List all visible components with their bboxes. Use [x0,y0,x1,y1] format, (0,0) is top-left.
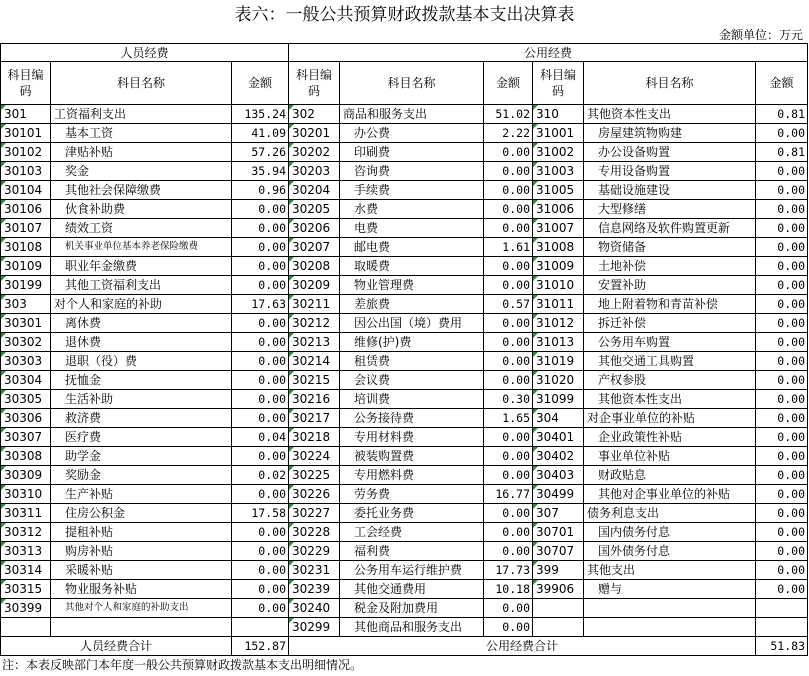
subject-code: 31007 [533,219,584,238]
subject-code: 31005 [533,181,584,200]
subject-name: 土地补偿 [584,257,756,276]
subject-name: 福利费 [340,542,484,561]
subject-code: 310 [533,105,584,124]
subject-code: 30108 [0,238,51,257]
subject-code: 30216 [289,390,340,409]
subject-code: 30303 [0,352,51,371]
subject-name: 基础设施建设 [584,181,756,200]
subject-amount: 0.00 [756,409,808,428]
subject-name: 离休费 [51,314,232,333]
subject-amount: 0.00 [484,428,533,447]
subject-code: 30207 [289,238,340,257]
subject-code: 30109 [0,257,51,276]
subject-name: 购房补贴 [51,542,232,561]
column-header-code: 科目编码 [0,62,51,105]
subject-code: 30229 [289,542,340,561]
personnel-total-amount: 152.87 [232,637,289,656]
subject-code [0,618,51,637]
subject-amount: 0.00 [232,219,289,238]
subject-code: 30101 [0,124,51,143]
subject-name: 房屋建筑物购建 [584,124,756,143]
subject-code: 30399 [0,599,51,618]
subject-amount: 10.18 [484,580,533,599]
subject-amount: 0.00 [232,333,289,352]
subject-code: 307 [533,504,584,523]
subject-name: 物业服务补贴 [51,580,232,599]
subject-code: 30213 [289,333,340,352]
subject-amount [232,618,289,637]
subject-amount: 0.00 [232,561,289,580]
subject-amount: 0.00 [756,542,808,561]
subject-amount: 0.04 [232,428,289,447]
subject-amount: 0.00 [484,599,533,618]
subject-amount: 0.00 [756,428,808,447]
subject-name: 对企事业单位的补贴 [584,409,756,428]
subject-amount: 35.94 [232,162,289,181]
subject-name: 印刷费 [340,143,484,162]
subject-code: 30107 [0,219,51,238]
subject-code: 31006 [533,200,584,219]
subject-code: 30305 [0,390,51,409]
subject-code: 31013 [533,333,584,352]
subject-name: 其他对企事业单位的补贴 [584,485,756,504]
subject-name: 其他交通费用 [340,580,484,599]
subject-amount: 0.00 [756,314,808,333]
subject-code: 39906 [533,580,584,599]
subject-name: 伙食补助费 [51,200,232,219]
subject-code: 30205 [289,200,340,219]
subject-amount: 17.63 [232,295,289,314]
subject-amount: 0.96 [232,181,289,200]
subject-code: 30308 [0,447,51,466]
subject-code: 30314 [0,561,51,580]
subject-amount: 0.00 [232,447,289,466]
subject-name: 提租补贴 [51,523,232,542]
subject-name: 地上附着物和青苗补偿 [584,295,756,314]
subject-code: 30106 [0,200,51,219]
subject-code: 30309 [0,466,51,485]
subject-name: 其他资本性支出 [584,105,756,124]
subject-amount: 0.00 [484,466,533,485]
subject-code: 31011 [533,295,584,314]
subject-name: 奖金 [51,162,232,181]
subject-amount: 0.00 [756,466,808,485]
subject-name: 对个人和家庭的补助 [51,295,232,314]
subject-amount: 0.00 [756,333,808,352]
subject-name: 绩效工资 [51,219,232,238]
subject-code: 30202 [289,143,340,162]
subject-code: 30307 [0,428,51,447]
subject-amount: 0.00 [756,371,808,390]
subject-name: 财政贴息 [584,466,756,485]
subject-code: 399 [533,561,584,580]
subject-code: 30104 [0,181,51,200]
subject-code: 30311 [0,504,51,523]
subject-amount: 0.00 [232,580,289,599]
subject-amount: 17.58 [232,504,289,523]
subject-code: 30218 [289,428,340,447]
subject-code: 30310 [0,485,51,504]
subject-code: 30240 [289,599,340,618]
subject-amount: 0.00 [756,390,808,409]
subject-amount: 0.00 [232,352,289,371]
subject-name: 维修(护)费 [340,333,484,352]
subject-amount: 41.09 [232,124,289,143]
subject-amount: 2.22 [484,124,533,143]
personnel-total-label: 人员经费合计 [0,637,232,656]
subject-name: 劳务费 [340,485,484,504]
subject-amount: 0.00 [484,542,533,561]
subject-name: 公务用车运行维护费 [340,561,484,580]
subject-code: 30299 [289,618,340,637]
subject-code: 301 [0,105,51,124]
subject-name: 办公费 [340,124,484,143]
subject-name: 安置补助 [584,276,756,295]
subject-amount: 0.00 [756,352,808,371]
subject-code [533,599,584,618]
subject-amount: 0.00 [484,162,533,181]
subject-amount [756,618,808,637]
subject-amount: 0.00 [756,219,808,238]
subject-name: 其他资本性支出 [584,390,756,409]
subject-code: 31099 [533,390,584,409]
subject-amount: 0.00 [756,485,808,504]
subject-code: 31008 [533,238,584,257]
subject-amount: 0.00 [756,238,808,257]
subject-code: 31002 [533,143,584,162]
subject-name: 救济费 [51,409,232,428]
subject-code: 30239 [289,580,340,599]
subject-name: 水费 [340,200,484,219]
subject-name: 机关事业单位基本养老保险缴费 [51,238,232,257]
subject-amount: 0.00 [484,618,533,637]
subject-amount: 0.00 [484,447,533,466]
subject-name: 生活补助 [51,390,232,409]
subject-amount: 0.00 [756,162,808,181]
subject-amount: 1.65 [484,409,533,428]
subject-amount: 0.00 [484,314,533,333]
subject-code: 30208 [289,257,340,276]
subject-amount: 0.00 [232,276,289,295]
subject-amount: 17.73 [484,561,533,580]
subject-amount: 0.00 [484,371,533,390]
subject-name: 其他交通工具购置 [584,352,756,371]
subject-amount: 0.00 [484,219,533,238]
group-header-personnel: 人员经费 [0,43,289,62]
subject-amount: 0.00 [756,561,808,580]
subject-name: 拆迁补偿 [584,314,756,333]
subject-code: 30199 [0,276,51,295]
subject-amount: 0.00 [484,504,533,523]
subject-code: 30224 [289,447,340,466]
column-header-amount: 金额 [484,62,533,105]
subject-amount: 0.00 [756,523,808,542]
subject-name: 培训费 [340,390,484,409]
subject-code: 30312 [0,523,51,542]
subject-amount: 0.57 [484,295,533,314]
subject-code: 30402 [533,447,584,466]
subject-code: 303 [0,295,51,314]
subject-name: 物资储备 [584,238,756,257]
subject-amount: 0.00 [232,371,289,390]
subject-name: 专用设备购置 [584,162,756,181]
subject-name: 物业管理费 [340,276,484,295]
subject-amount: 51.02 [484,105,533,124]
subject-name: 其他对个人和家庭的补助支出 [51,599,232,618]
subject-amount: 0.00 [756,295,808,314]
subject-name: 助学金 [51,447,232,466]
subject-amount: 0.00 [232,523,289,542]
subject-name: 取暖费 [340,257,484,276]
subject-amount: 0.30 [484,390,533,409]
subject-name: 职业年金缴费 [51,257,232,276]
subject-name: 邮电费 [340,238,484,257]
column-header-amount: 金额 [232,62,289,105]
column-header-name: 科目名称 [584,62,756,105]
subject-code: 31001 [533,124,584,143]
subject-code: 30226 [289,485,340,504]
subject-amount: 0.00 [484,257,533,276]
subject-name: 抚恤金 [51,371,232,390]
table-title: 表六：一般公共预算财政拨款基本支出决算表 [234,5,575,25]
subject-name: 国内债务付息 [584,523,756,542]
subject-code: 31010 [533,276,584,295]
subject-amount: 0.00 [484,181,533,200]
subject-amount: 0.00 [756,181,808,200]
subject-name: 被装购置费 [340,447,484,466]
subject-name: 其他工资福利支出 [51,276,232,295]
subject-code: 30707 [533,542,584,561]
subject-amount: 0.02 [232,466,289,485]
subject-amount: 0.00 [232,257,289,276]
subject-code: 30102 [0,143,51,162]
subject-name [584,618,756,637]
subject-name [51,618,232,637]
subject-name: 企业政策性补贴 [584,428,756,447]
subject-name: 因公出国（境）费用 [340,314,484,333]
subject-code: 30201 [289,124,340,143]
subject-amount: 1.61 [484,238,533,257]
subject-name: 手续费 [340,181,484,200]
subject-amount: 0.00 [484,523,533,542]
subject-name: 公务接待费 [340,409,484,428]
column-header-code: 科目编码 [289,62,340,105]
subject-name: 委托业务费 [340,504,484,523]
subject-code: 31003 [533,162,584,181]
subject-name: 工资福利支出 [51,105,232,124]
column-header-code: 科目编码 [533,62,584,105]
subject-name: 税金及附加费用 [340,599,484,618]
subject-name: 差旅费 [340,295,484,314]
table-note: 注：本表反映部门本年度一般公共预算财政拨款基本支出明细情况。 [2,658,363,672]
subject-name: 退职（役）费 [51,352,232,371]
subject-name: 其他支出 [584,561,756,580]
subject-name: 国外债务付息 [584,542,756,561]
subject-name: 大型修缮 [584,200,756,219]
subject-name: 医疗费 [51,428,232,447]
subject-amount: 0.00 [484,143,533,162]
subject-name: 其他商品和服务支出 [340,618,484,637]
subject-code: 30315 [0,580,51,599]
subject-amount: 0.00 [232,599,289,618]
public-total-label: 公用经费合计 [289,637,756,656]
subject-name: 采暖补贴 [51,561,232,580]
subject-code: 30306 [0,409,51,428]
subject-amount: 0.00 [756,276,808,295]
subject-amount: 0.00 [232,485,289,504]
subject-amount: 0.00 [756,257,808,276]
subject-name: 赠与 [584,580,756,599]
subject-amount: 0.00 [756,200,808,219]
subject-code: 30301 [0,314,51,333]
subject-name: 债务利息支出 [584,504,756,523]
subject-amount: 0.00 [756,504,808,523]
subject-amount: 135.24 [232,105,289,124]
subject-code: 31019 [533,352,584,371]
subject-name: 产权参股 [584,371,756,390]
subject-code: 31020 [533,371,584,390]
subject-amount: 57.26 [232,143,289,162]
column-header-amount: 金额 [756,62,808,105]
subject-amount: 0.81 [756,143,808,162]
subject-code: 30304 [0,371,51,390]
subject-code: 30701 [533,523,584,542]
subject-amount: 16.77 [484,485,533,504]
subject-code: 30215 [289,371,340,390]
subject-code: 31012 [533,314,584,333]
subject-code: 30313 [0,542,51,561]
subject-name: 电费 [340,219,484,238]
subject-code: 30103 [0,162,51,181]
subject-name: 租赁费 [340,352,484,371]
group-header-public: 公用经费 [289,43,808,62]
subject-code: 30499 [533,485,584,504]
subject-amount: 0.00 [232,390,289,409]
subject-code: 30225 [289,466,340,485]
subject-code: 30231 [289,561,340,580]
subject-name: 专用材料费 [340,428,484,447]
subject-name: 商品和服务支出 [340,105,484,124]
subject-name: 基本工资 [51,124,232,143]
subject-code [533,618,584,637]
subject-code: 30227 [289,504,340,523]
subject-name: 退休费 [51,333,232,352]
subject-name: 办公设备购置 [584,143,756,162]
subject-name: 信息网络及软件购置更新 [584,219,756,238]
amount-unit: 金额单位：万元 [718,28,803,42]
subject-amount: 0.81 [756,105,808,124]
subject-code: 30206 [289,219,340,238]
subject-amount [756,599,808,618]
subject-name: 奖励金 [51,466,232,485]
column-header-name: 科目名称 [51,62,232,105]
column-header-name: 科目名称 [340,62,484,105]
subject-name: 会议费 [340,371,484,390]
subject-name: 公务用车购置 [584,333,756,352]
subject-amount: 0.00 [484,200,533,219]
subject-code: 30228 [289,523,340,542]
expenditure-table [0,43,808,655]
subject-name: 咨询费 [340,162,484,181]
subject-code: 302 [289,105,340,124]
subject-code: 30212 [289,314,340,333]
subject-amount: 0.00 [756,447,808,466]
subject-name: 津贴补贴 [51,143,232,162]
subject-name: 事业单位补贴 [584,447,756,466]
subject-name: 生产补贴 [51,485,232,504]
subject-code: 30203 [289,162,340,181]
subject-amount: 0.00 [232,238,289,257]
subject-amount: 0.00 [232,200,289,219]
subject-name: 工会经费 [340,523,484,542]
subject-name: 住房公积金 [51,504,232,523]
subject-code: 30214 [289,352,340,371]
subject-name: 专用燃料费 [340,466,484,485]
subject-code: 30401 [533,428,584,447]
subject-amount: 0.00 [756,580,808,599]
subject-code: 30209 [289,276,340,295]
subject-code: 30204 [289,181,340,200]
public-total-amount: 51.83 [756,637,808,656]
subject-amount: 0.00 [484,352,533,371]
subject-code: 30403 [533,466,584,485]
subject-amount: 0.00 [232,409,289,428]
subject-amount: 0.00 [232,542,289,561]
subject-code: 30211 [289,295,340,314]
subject-amount: 0.00 [484,276,533,295]
subject-code: 30302 [0,333,51,352]
subject-amount: 0.00 [484,333,533,352]
subject-amount: 0.00 [232,314,289,333]
subject-code: 30217 [289,409,340,428]
subject-name [584,599,756,618]
subject-amount: 0.00 [756,124,808,143]
subject-code: 31009 [533,257,584,276]
subject-name: 其他社会保障缴费 [51,181,232,200]
subject-code: 304 [533,409,584,428]
